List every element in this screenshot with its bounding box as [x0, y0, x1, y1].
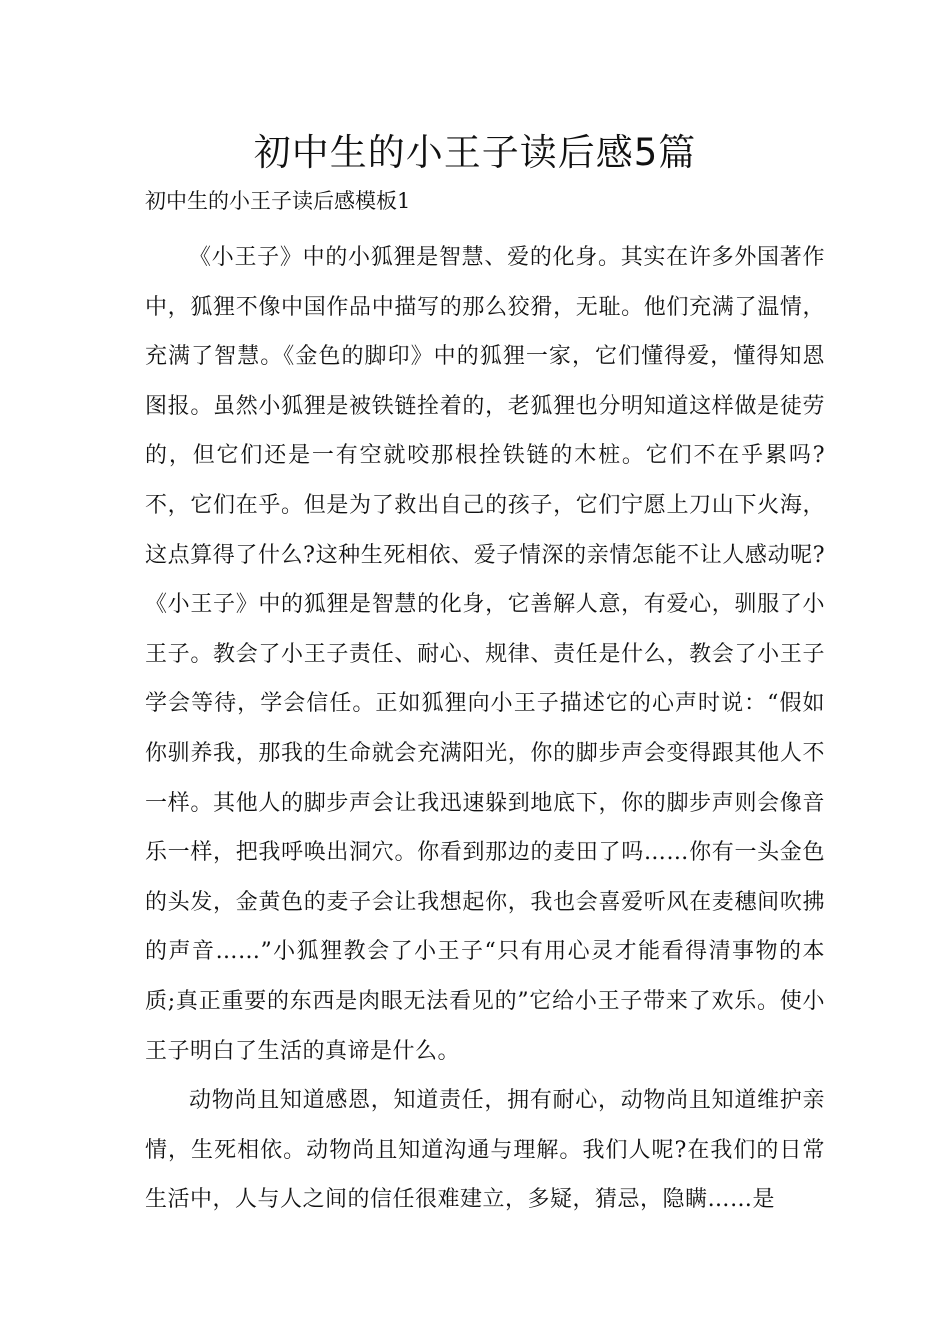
paragraph-1: 《小王子》中的小狐狸是智慧、爱的化身。其实在许多外国著作中，狐狸不像中国作品中描写的那么狡猾，无耻。他们充满了温情，充满了智慧。《金色的脚印》中的狐狸一家，它们懂得爱，懂得知恩图报。虽然小狐狸是被铁链拴着的，老狐狸也分明知道这样做是徒劳的，但它们还是一有空就咬那根拴铁链的木桩。它们不在乎累吗?不，它们在乎。但是为了救出自己的孩子，它们宁愿上刀山下火海，这点算得了什么?这种生死相依、爱子情深的亲情怎能不让人感动呢?《小王子》中的狐狸是智慧的化身，它善解人意，有爱心，驯服了小王子。教会了小王子责任、耐心、规律、责任是什么，教会了小王子学会等待，学会信任。正如狐狸向小王子描述它的心声时说：“假如你驯养我，那我的生命就会充满阳光，你的脚步声会变得跟其他人不一样。其他人的脚步声会让我迅速躲到地底下，你的脚步声则会像音乐一样，把我呼唤出洞穴。你看到那边的麦田了吗……你有一头金色的头发，金黄色的麦子会让我想起你，我也会喜爱听风在麦穗间吹拂的声音……”小狐狸教会了小王子“只有用心灵才能看得清事物的本质;真正重要的东西是肉眼无法看见的”它给小王子带来了欢乐。使小王子明白了生活的真谛是什么。	[145, 245, 825, 1064]
document-title: 初中生的小王子读后感5篇	[253, 131, 697, 174]
section-heading: 初中生的小王子读后感模板1	[145, 189, 411, 213]
body-text	[145, 233, 825, 1225]
paragraph-2: 动物尚且知道感恩，知道责任，拥有耐心，动物尚且知道维护亲情，生死相依。动物尚且知道沟通与理解。我们人呢?在我们的日常生活中，人与人之间的信任很难建立，多疑，猜忌，隐瞒……是	[145, 1088, 825, 1213]
